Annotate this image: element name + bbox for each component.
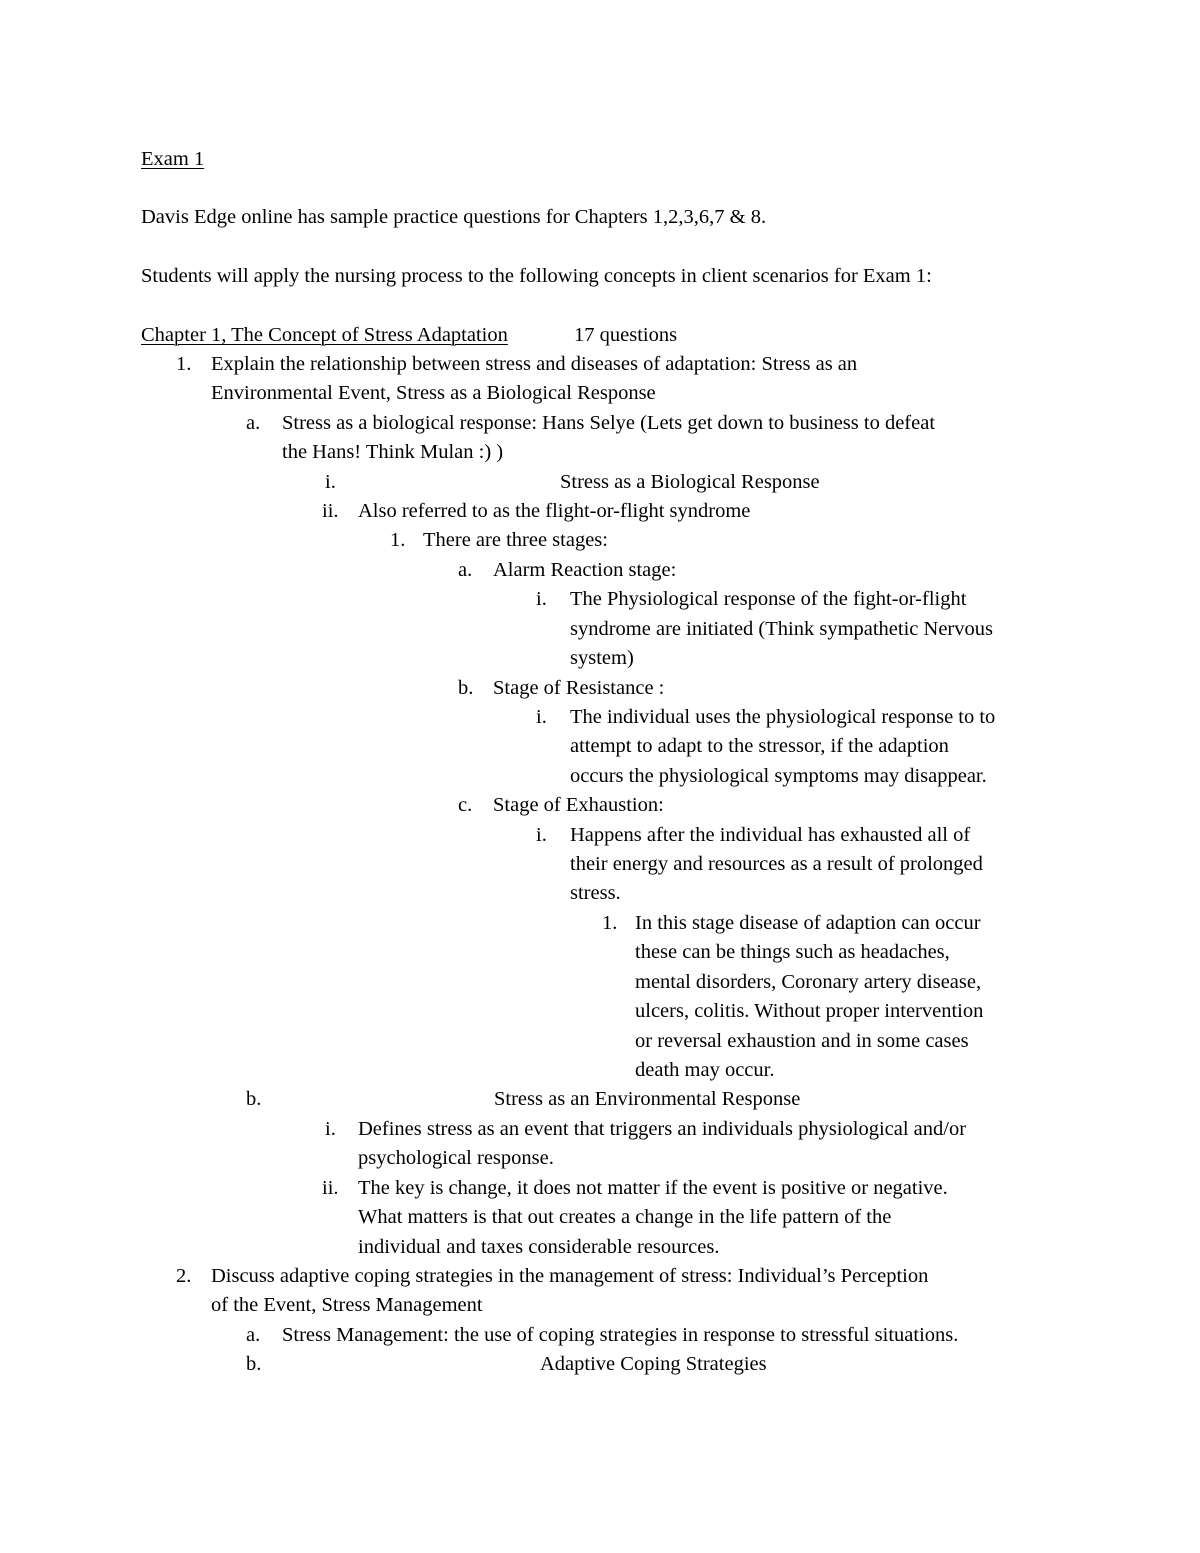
question-count: 17 questions — [574, 324, 678, 346]
item2b-text: Adaptive Coping Strategies — [540, 1353, 767, 1375]
item1b-ii-line-1: The key is change, it does not matter if the event is positive or negative. — [358, 1177, 948, 1199]
list-marker: 1. — [390, 529, 406, 551]
list-marker: i. — [536, 706, 547, 728]
disease-line-6: death may occur. — [635, 1059, 775, 1081]
stage-a-line-3: system) — [570, 647, 634, 669]
item1b-i-line-1: Defines stress as an event that triggers an individuals physiological and/or — [358, 1118, 967, 1140]
item1b-ii-line-3: individual and taxes considerable resources. — [358, 1236, 720, 1258]
list-marker: 1. — [176, 353, 192, 375]
item1-text-line-1: Explain the relationship between stress and diseases of adaptation: Stress as an — [211, 353, 858, 375]
list-marker: ii. — [322, 1177, 339, 1199]
intro-line-1: Davis Edge online has sample practice questions for Chapters 1,2,3,6,7 & 8. — [141, 206, 767, 228]
disease-line-5: or reversal exhaustion and in some cases — [635, 1030, 969, 1052]
stage-a-title: Alarm Reaction stage: — [493, 559, 677, 581]
disease-line-3: mental disorders, Coronary artery disease, — [635, 971, 982, 993]
item2-text-line-1: Discuss adaptive coping strategies in the management of stress: Individual’s Perception — [211, 1265, 929, 1287]
item1a-i-text: Stress as a Biological Response — [560, 471, 820, 493]
stage-a-line-1: The Physiological response of the fight-or-flight — [570, 588, 967, 610]
three-stages-text: There are three stages: — [423, 529, 608, 551]
list-marker: ii. — [322, 500, 339, 522]
list-marker: i. — [536, 824, 547, 846]
item1b-i-line-2: psychological response. — [358, 1147, 554, 1169]
list-marker: i. — [325, 1118, 336, 1140]
stage-b-line-1: The individual uses the physiological response to to — [570, 706, 996, 728]
list-marker: b. — [458, 677, 474, 699]
list-marker: a. — [246, 1324, 261, 1346]
item2-text-line-2: of the Event, Stress Management — [211, 1294, 483, 1316]
list-marker: a. — [246, 412, 261, 434]
list-marker: b. — [246, 1088, 262, 1110]
stage-b-line-3: occurs the physiological symptoms may disappear. — [570, 765, 987, 787]
list-marker: i. — [325, 471, 336, 493]
item1a-text-line-1: Stress as a biological response: Hans Selye (Lets get down to business to defeat — [282, 412, 936, 434]
document-title: Exam 1 — [141, 148, 205, 170]
list-marker: i. — [536, 588, 547, 610]
chapter-heading: Chapter 1, The Concept of Stress Adaptation — [141, 324, 508, 346]
list-marker: c. — [458, 794, 473, 816]
item1b-title: Stress as an Environmental Response — [494, 1088, 801, 1110]
list-marker: b. — [246, 1353, 262, 1375]
disease-line-1: In this stage disease of adaption can occur — [635, 912, 981, 934]
disease-line-2: these can be things such as headaches, — [635, 941, 950, 963]
list-marker: 1. — [602, 912, 618, 934]
stage-c-title: Stage of Exhaustion: — [493, 794, 664, 816]
stage-c-line-2: their energy and resources as a result of prolonged — [570, 853, 983, 875]
item2a-text: Stress Management: the use of coping strategies in response to stressful situations. — [282, 1324, 959, 1346]
disease-line-4: ulcers, colitis. Without proper intervention — [635, 1000, 984, 1022]
list-marker: 2. — [176, 1265, 192, 1287]
item1a-ii-text: Also referred to as the flight-or-flight syndrome — [358, 500, 751, 522]
stage-c-line-1: Happens after the individual has exhausted all of — [570, 824, 971, 846]
intro-line-2: Students will apply the nursing process to the following concepts in client scenarios for Exam 1: — [141, 265, 932, 287]
stage-b-line-2: attempt to adapt to the stressor, if the adaption — [570, 735, 949, 757]
stage-c-line-3: stress. — [570, 882, 621, 904]
item1b-ii-line-2: What matters is that out creates a change in the life pattern of the — [358, 1206, 892, 1228]
item1-text-line-2: Environmental Event, Stress as a Biological Response — [211, 382, 656, 404]
stage-a-line-2: syndrome are initiated (Think sympathetic Nervous — [570, 618, 993, 640]
stage-b-title: Stage of Resistance : — [493, 677, 665, 699]
item1a-text-line-2: the Hans! Think Mulan :) ) — [282, 441, 504, 463]
list-marker: a. — [458, 559, 473, 581]
